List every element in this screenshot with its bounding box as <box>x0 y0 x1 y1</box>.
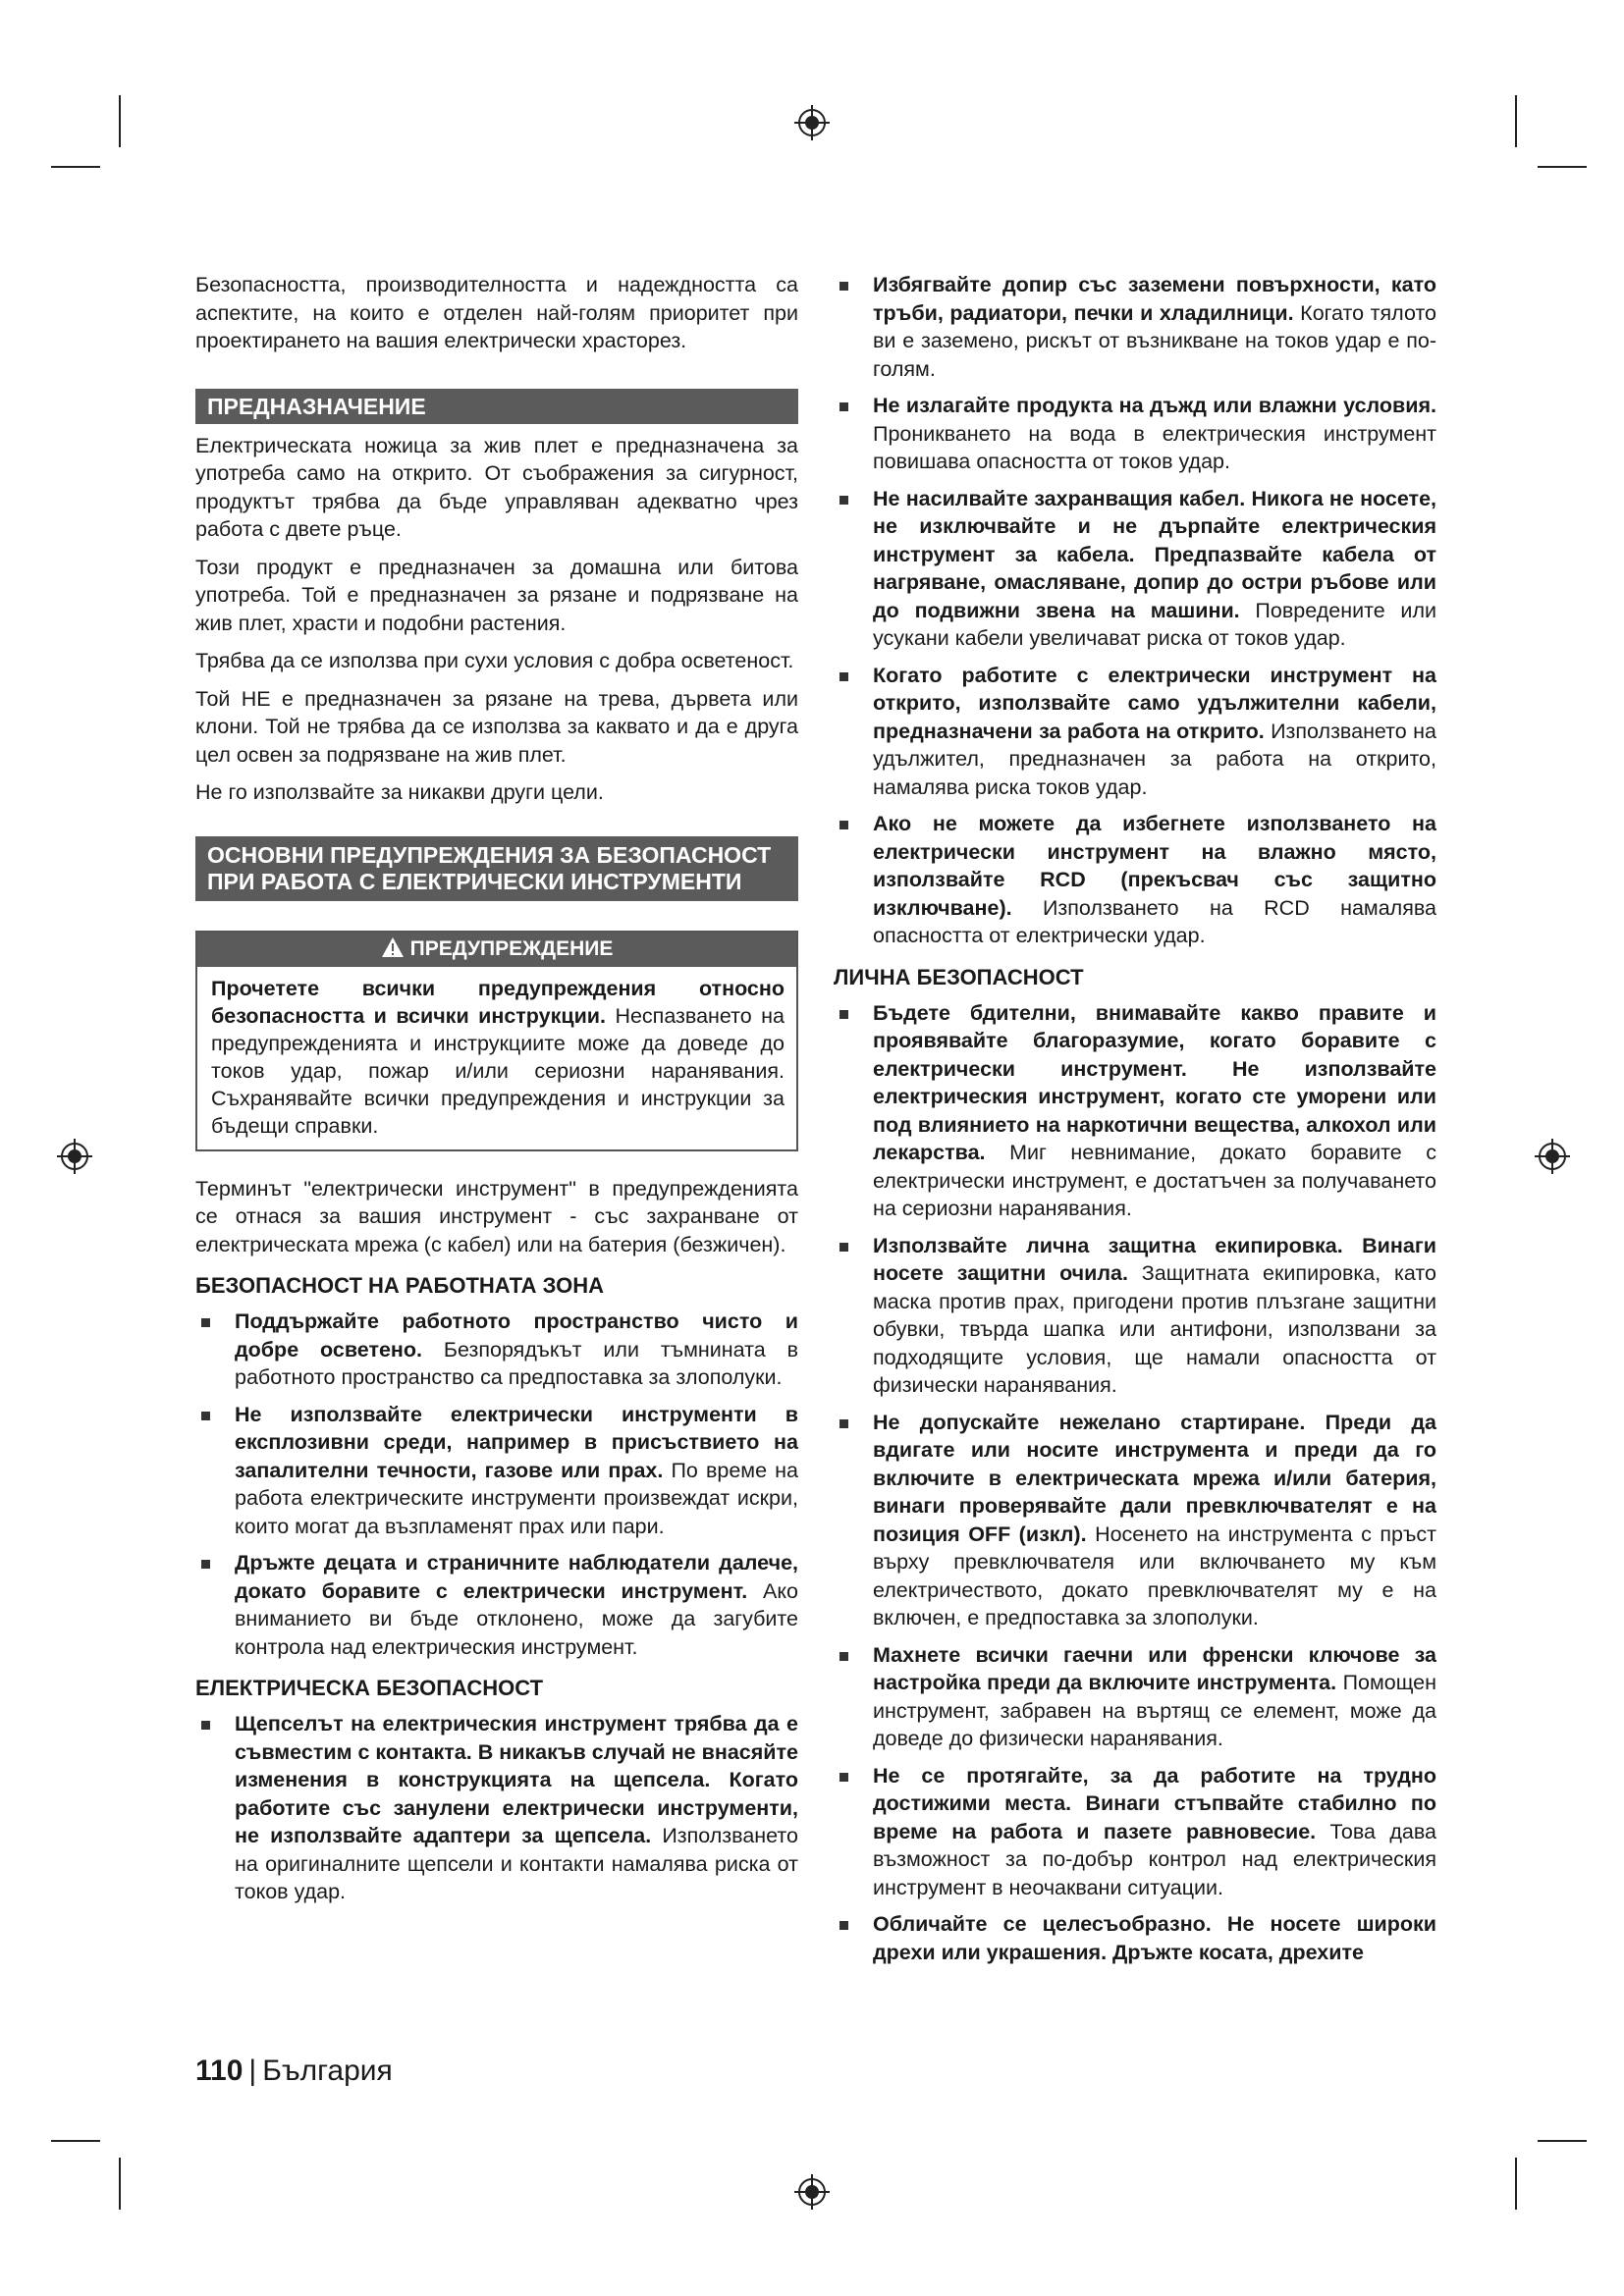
personal-list <box>834 999 1436 1967</box>
item-text: Защитната екипировка, като маска против прах, пригодени против плъзгане защитни обувки, твърда шапка или антифони, използвани за подходящите условия, ще намали опасността от физически наранявания. <box>873 1261 1436 1397</box>
item-bold: Когато работите с електрически инструмент на открито, използвайте само удължителни кабели, предназначени за работа на открито. <box>873 663 1436 743</box>
item-bold: Бъдете бдителни, внимавайте какво правите и проявявайте благоразумие, когато боравите с електрически инструмент. Не използвайте електрическия инструмент, когато сте уморени или под влиянието на наркотични вещества, алкохол или лекарства. <box>873 1000 1436 1164</box>
crop-mark <box>1538 2140 1587 2142</box>
item-text: Носенето на инструмента с пръст върху превключвателя или включването му към електричеството, докато превключвателят му е на включен, е предпоставка за злополуки. <box>873 1522 1436 1629</box>
item-bold: Обличайте се целесъобразно. Не носете широки дрехи или украшения. Дръжте косата, дрехите <box>873 1912 1436 1964</box>
bullet-icon <box>839 1921 848 1930</box>
warning-bold: Прочетете всички предупреждения относно безопасността и всички инструкции. <box>211 976 785 1028</box>
crop-mark <box>51 2140 100 2142</box>
subheading-work-area: БЕЗОПАСНОСТ НА РАБОТНАТА ЗОНА <box>195 1273 605 1298</box>
item-bold: Не насилвайте захранващия кабел. Никога не носете, не изключвайте и не дърпайте електрическия инструмент за кабела. Предпазвайте кабела от нагряване, омасляване, допир до остри ръбове или до подвижни звена на машини. <box>873 486 1436 622</box>
item-text: Ако вниманието ви бъде отклонено, може да загубите контрола над електрическия инструмент. <box>235 1578 798 1659</box>
bullet-icon <box>201 1721 210 1730</box>
item-text: Използването на RCD намалява опасността от електрически удар. <box>873 895 1436 947</box>
bullet-icon <box>839 672 848 681</box>
list-item <box>834 392 1436 476</box>
footer-country: България <box>262 2055 393 2087</box>
right-column <box>834 271 1436 1975</box>
crop-mark <box>1515 2158 1517 2210</box>
warning-title: ПРЕДУПРЕЖДЕНИЕ <box>409 936 614 960</box>
bullet-icon <box>839 1243 848 1252</box>
crop-mark <box>51 166 100 168</box>
bullet-icon <box>201 1318 210 1327</box>
list-item <box>834 1762 1436 1902</box>
warning-box <box>195 931 798 1151</box>
registration-mark-icon <box>794 2174 830 2210</box>
list-item <box>834 1641 1436 1753</box>
item-bold: Дръжте децата и страничните наблюдатели далече, докато боравите с електрически инструмент. <box>235 1551 798 1603</box>
item-bold: Не излагайте продукта на дъжд или влажни условия. <box>873 394 1436 417</box>
section-heading-purpose: ПРЕДНАЗНАЧЕНИЕ <box>195 389 798 424</box>
purpose-paragraph: Електрическата ножица за жив плет е предназначена за употреба само на открито. От съображения за сигурност, продуктът трябва да бъде управляван адекватно чрез работа с двете ръце. <box>195 433 798 541</box>
list-item <box>195 1710 798 1906</box>
list-item <box>195 1549 798 1661</box>
purpose-paragraph: Този продукт е предназначен за домашна или битова употреба. Той е предназначен за рязане и подрязване на жив плет, храсти и подобни растения. <box>195 555 798 635</box>
item-bold: Не използвайте електрически инструменти в експлозивни среди, например в присъствието на запалителни течности, газове или прах. <box>235 1402 798 1482</box>
list-item <box>195 1401 798 1541</box>
bullet-icon <box>839 1652 848 1661</box>
item-text: По време на работа електрическите инструменти произвеждат искри, които могат да възпламенят прах или пари. <box>235 1458 798 1538</box>
electrical-list-left <box>195 1710 798 1906</box>
heading-line: ОСНОВНИ ПРЕДУПРЕЖДЕНИЯ ЗА БЕЗОПАСНОСТ <box>207 841 772 868</box>
list-item <box>195 1308 798 1392</box>
item-text: Повредените или усукани кабели увеличават риска от токов удар. <box>873 598 1436 650</box>
item-bold: Използвайте лична защитна екипировка. Винаги носете защитни очила. <box>873 1233 1436 1285</box>
page-number: 110 <box>195 2055 244 2087</box>
warning-header <box>197 933 796 967</box>
page-footer <box>195 2055 393 2088</box>
bullet-icon <box>839 1010 848 1019</box>
item-text: Миг невнимание, докато боравите с електрически инструмент, е достатъчен за получаването на сериозни наранявания. <box>873 1141 1436 1220</box>
list-item <box>834 271 1436 383</box>
intro-paragraph: Безопасността, производителността и надеждността са аспектите, на които е отделен най-голям приоритет при проектирането на вашия електрически храсторез. <box>195 273 798 352</box>
bullet-icon <box>839 821 848 829</box>
item-text: Използването на оригиналните щепсели и контакти намалява риска от токов удар. <box>235 1824 798 1903</box>
purpose-paragraph: Той НЕ е предназначен за рязане на трева, дървета или клони. Той не трябва да се използва за каквато и да е друга цел освен за подрязване на жив плет. <box>195 686 798 767</box>
term-paragraph: Терминът "електрически инструмент" в предупрежденията се отнася за вашия инструмент - със захранване от електрическата мрежа (с кабел) или на батерия (безжичен). <box>195 1176 798 1256</box>
item-bold: Щепселът на електрическия инструмент трябва да е съвместим с контакта. В никакъв случай не внасяйте изменения в конструкцията на щепсела. Когато работите със занулени електрически инструменти, не използвайте адаптери за щепсела. <box>235 1712 798 1847</box>
item-bold: Поддържайте работното пространство чисто и добре осветено. <box>235 1309 798 1362</box>
left-column <box>195 271 798 1915</box>
crop-mark <box>1538 166 1587 168</box>
purpose-paragraph: Не го използвайте за никакви други цели. <box>195 780 604 804</box>
item-text: Безпорядъкът или тъмнината в работното пространство са предпоставка за злополуки. <box>235 1337 798 1389</box>
warning-triangle-icon <box>381 936 405 958</box>
item-bold: Махнете всички гаечни или френски ключове за настройка преди да включите инструмента. <box>873 1642 1436 1694</box>
item-bold: Избягвайте допир със заземени повърхности, като тръби, радиатори, печки и хладилници. <box>873 273 1436 325</box>
registration-mark-icon <box>794 105 830 140</box>
bullet-icon <box>839 282 848 291</box>
list-item <box>834 1232 1436 1400</box>
subheading-personal: ЛИЧНА БЕЗОПАСНОСТ <box>834 964 1084 989</box>
registration-mark-icon <box>57 1139 92 1174</box>
warning-body <box>197 967 796 1149</box>
list-item <box>834 485 1436 653</box>
purpose-paragraph: Трябва да се използва при сухи условия с добра осветеност. <box>195 649 794 672</box>
bullet-icon <box>839 402 848 411</box>
list-item <box>834 1910 1436 1966</box>
section-heading-general-warnings <box>195 836 798 901</box>
bullet-icon <box>839 1419 848 1428</box>
item-text: Помощен инструмент, забравен на въртящ се елемент, може да доведе до физически наранявания. <box>873 1671 1437 1750</box>
list-item <box>834 1409 1436 1632</box>
bullet-icon <box>201 1560 210 1569</box>
crop-mark <box>119 2158 121 2210</box>
bullet-icon <box>839 496 848 505</box>
crop-mark <box>119 95 121 147</box>
crop-mark <box>1515 95 1517 147</box>
heading-line: ПРИ РАБОТА С ЕЛЕКТРИЧЕСКИ ИНСТРУМЕНТИ <box>207 868 742 894</box>
list-item <box>834 999 1436 1223</box>
bullet-icon <box>201 1412 210 1420</box>
warning-text: Неспазването на предупрежденията и инструкциите може да доведе до токов удар, пожар и/или сериозни наранявания. Съхранявайте всички предупреждения и инструкции за бъдещи справки. <box>211 1003 785 1138</box>
subheading-electrical: ЕЛЕКТРИЧЕСКА БЕЗОПАСНОСТ <box>195 1676 544 1700</box>
item-text: Проникването на вода в електрическия инструмент повишава опасността от токов удар. <box>873 421 1436 473</box>
footer-separator: | <box>248 2055 257 2087</box>
list-item <box>834 662 1436 802</box>
item-bold: Ако не можете да избегнете използването на електрически инструмент на влажно място, използвайте RCD (прекъсвач със защитно изключване). <box>873 812 1436 920</box>
registration-mark-icon <box>1535 1139 1570 1174</box>
electrical-list-right <box>834 271 1436 950</box>
work-area-list <box>195 1308 798 1661</box>
item-text: Това дава възможност за по-добър контрол над електрическия инструмент в неочаквани ситуации. <box>873 1819 1436 1899</box>
item-text: Използването на удължител, предназначен за работа на открито, намалява риска токов удар. <box>873 719 1436 799</box>
bullet-icon <box>839 1773 848 1782</box>
item-bold: Не допускайте нежелано стартиране. Преди да вдигате или носите инструмента и преди да го включите в електрическата мрежа и/или батерия, винаги проверявайте дали превключвателят е на позиция OFF (изкл). <box>873 1410 1436 1546</box>
list-item <box>834 810 1436 950</box>
item-bold: Не се протягайте, за да работите на трудно достижими места. Винаги стъпвайте стабилно по време на работа и пазете равновесие. <box>873 1763 1436 1843</box>
item-text: Когато тялото ви е заземено, рискът от възникване на токов удар е по-голям. <box>873 300 1437 381</box>
